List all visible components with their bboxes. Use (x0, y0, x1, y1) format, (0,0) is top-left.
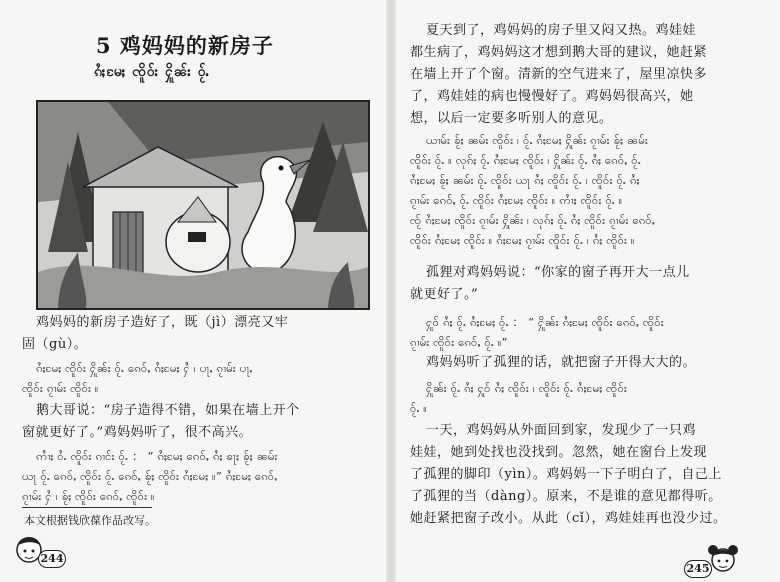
paragraph-line-script: ယၢမ်း ၶႂ်ႈ ၼမ်း ၸိူဝ်း ၊ ဝႂ်ႉ ၵႆႈမႄႈ ႁိူၼ်း ၵႂၢမ်း ၶႂ်ႈ ၼမ်း (426, 133, 648, 147)
paragraph-line-script: ၵႂၢမ်း ၸိူဝ်း ၵေဝ်ႇ ဝႂ်ႉ ။” (410, 335, 508, 349)
paragraph-line: 在墙上开了个窗。清新的空气进来了，屋里凉快多 (410, 67, 708, 82)
paragraph-line-script: ႁိူၼ်း ဝႂ်ႉ ၵႆႈ ႁူဝ် ၵႆႈ ၸိူဝ်း ၊ ၸိူဝ်း ဝႂ်ႉ ၵႆႈမႄႈ ၸိူဝ်း (426, 381, 628, 395)
paragraph-line-script: ၵႆႈမႄႈ ၸိူဝ်း ႁိူၼ်း ဝႂ်ႉ ၵေဝ်ႇ ၵႆႈမႄႈ ႁႆ ၊ ပႃႇ ၵႂၢမ်း ပႃႇ (36, 361, 253, 375)
paragraph-line-script: ယႃ ဝႂ်ႉ ၵေဝ်ႇ ၸိူဝ်း ဝႂ်ႉ ၵေဝ်ႇ ၶႂ်ႈ ၸိူဝ်း ၵႆႈမႄႈ ။” ၵႆႈမႄႈ ၵေဝ်ႇ (22, 469, 278, 483)
paragraph-line-script: ၸိူဝ်း ၵႂၢမ်း ၸိူဝ်း ။ (22, 381, 99, 395)
paragraph-line: 一天，鸡妈妈从外面回到家，发现少了一只鸡 (426, 423, 697, 438)
footnote-divider (22, 507, 152, 508)
illustration-drawing (38, 102, 368, 308)
paragraph-line: 都生病了，鸡妈妈这才想到鹅大哥的建议，她赶紧 (410, 45, 708, 60)
left-page (0, 0, 388, 582)
paragraph-line: 就更好了。” (410, 287, 479, 302)
paragraph-line-script: ၵႆႈမႄႈ ၶႂ်ႈ ၼမ်း ဝႂ်ႉ ၸိူဝ်း ယႃ ၵႆႈ ၸိူဝ်း ဝႂ်ႉ ၊ ၸိူဝ်း ဝႂ်ႉ ၵႆႈ (410, 173, 640, 187)
paragraph-line-script: ၵႂၢမ်း ၵေဝ်ႇ ဝႂ်ႉ ၸိူဝ်း ၵႆႈမႄႈ ၸိူဝ်း ။ ဢၢႆႈ ၸိူဝ်း ဝႂ်ႉ ။ (410, 193, 623, 207)
page-number: 245 (684, 560, 712, 578)
paragraph-line: 鹅大哥说：“房子造得不错，如果在墙上开个 (36, 403, 300, 418)
right-page (396, 0, 780, 582)
lesson-title: 5 鸡妈妈的新房子 (96, 33, 274, 58)
paragraph-line: 鸡妈妈的新房子造好了，既（jì）漂亮又牢 (36, 315, 289, 330)
paragraph-line: 了，鸡娃娃的病也慢慢好了。鸡妈妈很高兴，她 (410, 89, 694, 104)
paragraph-line-script: ႁူဝ် ၵႆႈ ဝႂ်ႉ ၵႆႈမႄႈ ဝႂ်ႉ ： “ ႁိူၼ်း ၵႆႈမႄႈ ၸိူဝ်း ၵေဝ်ႇ ၸိူဝ်း (426, 315, 664, 329)
paragraph-line: 固（gù）。 (22, 337, 88, 352)
paragraph-line: 娃娃，她到处找也没找到。忽然，她在窗台上发现 (410, 445, 708, 460)
paragraph-line: 窗就更好了。”鸡妈妈听了，很不高兴。 (22, 425, 253, 440)
paragraph-line-script: ဝႂ်ႉ ။ (410, 401, 428, 415)
paragraph-line: 想，以后一定要多听别人的意见。 (410, 111, 613, 126)
paragraph-line-script: ၸႂ် ၵႆႈမႄႈ ၸိူဝ်း ၵႂၢမ်း ႁိူၼ်း ၊ လုၵ်ႈ ဝႂ်ႉ ၵႆႈ ၸိူဝ်း ၵႂၢမ်း ၵေဝ်ႇ (410, 213, 655, 227)
footnote: 本文根据钱欣葆作品改写。 (24, 514, 156, 527)
paragraph-line: 鸡妈妈听了孤狸的话，就把窗子开得大大的。 (426, 355, 697, 370)
paragraph-line: 她赶紧把窗子改小。从此（cǐ），鸡娃娃再也没少过。 (410, 511, 727, 526)
book-gutter (386, 0, 396, 582)
paragraph-line: 了孤狸的脚印（yìn）。鸡妈妈一下子明白了，自己上 (410, 467, 722, 482)
paragraph-line-script: ၵႂၢမ်း ႁႆ ၊ ၶႂ်ႈ ၸိူဝ်း ၵေဝ်ႇ ၸိူဝ်း ။ (22, 489, 155, 503)
paragraph-line-script: ဢၢႆႈ ဝႆႉ ၸိူဝ်း ၵၢင်း ဝႂ်ႉ ： “ ၵႆႈမႄႈ ၵေဝ်ႇ ၵႆႈ ၶႃႈ ၶႂ်ႈ ၼမ်း (36, 449, 278, 463)
paragraph-line: 夏天到了，鸡妈妈的房子里又闷又热。鸡娃娃 (426, 23, 697, 38)
page-number: 244 (38, 550, 66, 568)
story-illustration (36, 100, 370, 310)
paragraph-line: 了孤狸的当（dàng）。原来，不是谁的意见都得听。 (410, 489, 722, 504)
paragraph-line-script: ၸိူဝ်း ၵႆႈမႄႈ ၸိူဝ်း ။ ၵႆႈမႄႈ ၵႂၢမ်း ၸိူဝ်း ဝႂ်ႉ ၊ ၵႆႈ ၸိူဝ်း ။ (410, 233, 635, 247)
lesson-title-script: ၵႆႈမႄႈ ၸိူဝ်း ႁိူၼ်း ဝႂ်ႉ (94, 64, 211, 80)
paragraph-line: 孤狸对鸡妈妈说：“你家的窗子再开大一点儿 (426, 265, 690, 280)
paragraph-line-script: ၸိူဝ်း ဝႂ်ႉ ။ လုၵ်ႈ ဝႂ်ႉ ၵႆႈမႄႈ ၸိူဝ်း ၊ ႁိူၼ်း ဝႂ်ႉ ၵႆႈ ၵေဝ်ႇ ဝႂ်ႉ (410, 153, 641, 167)
